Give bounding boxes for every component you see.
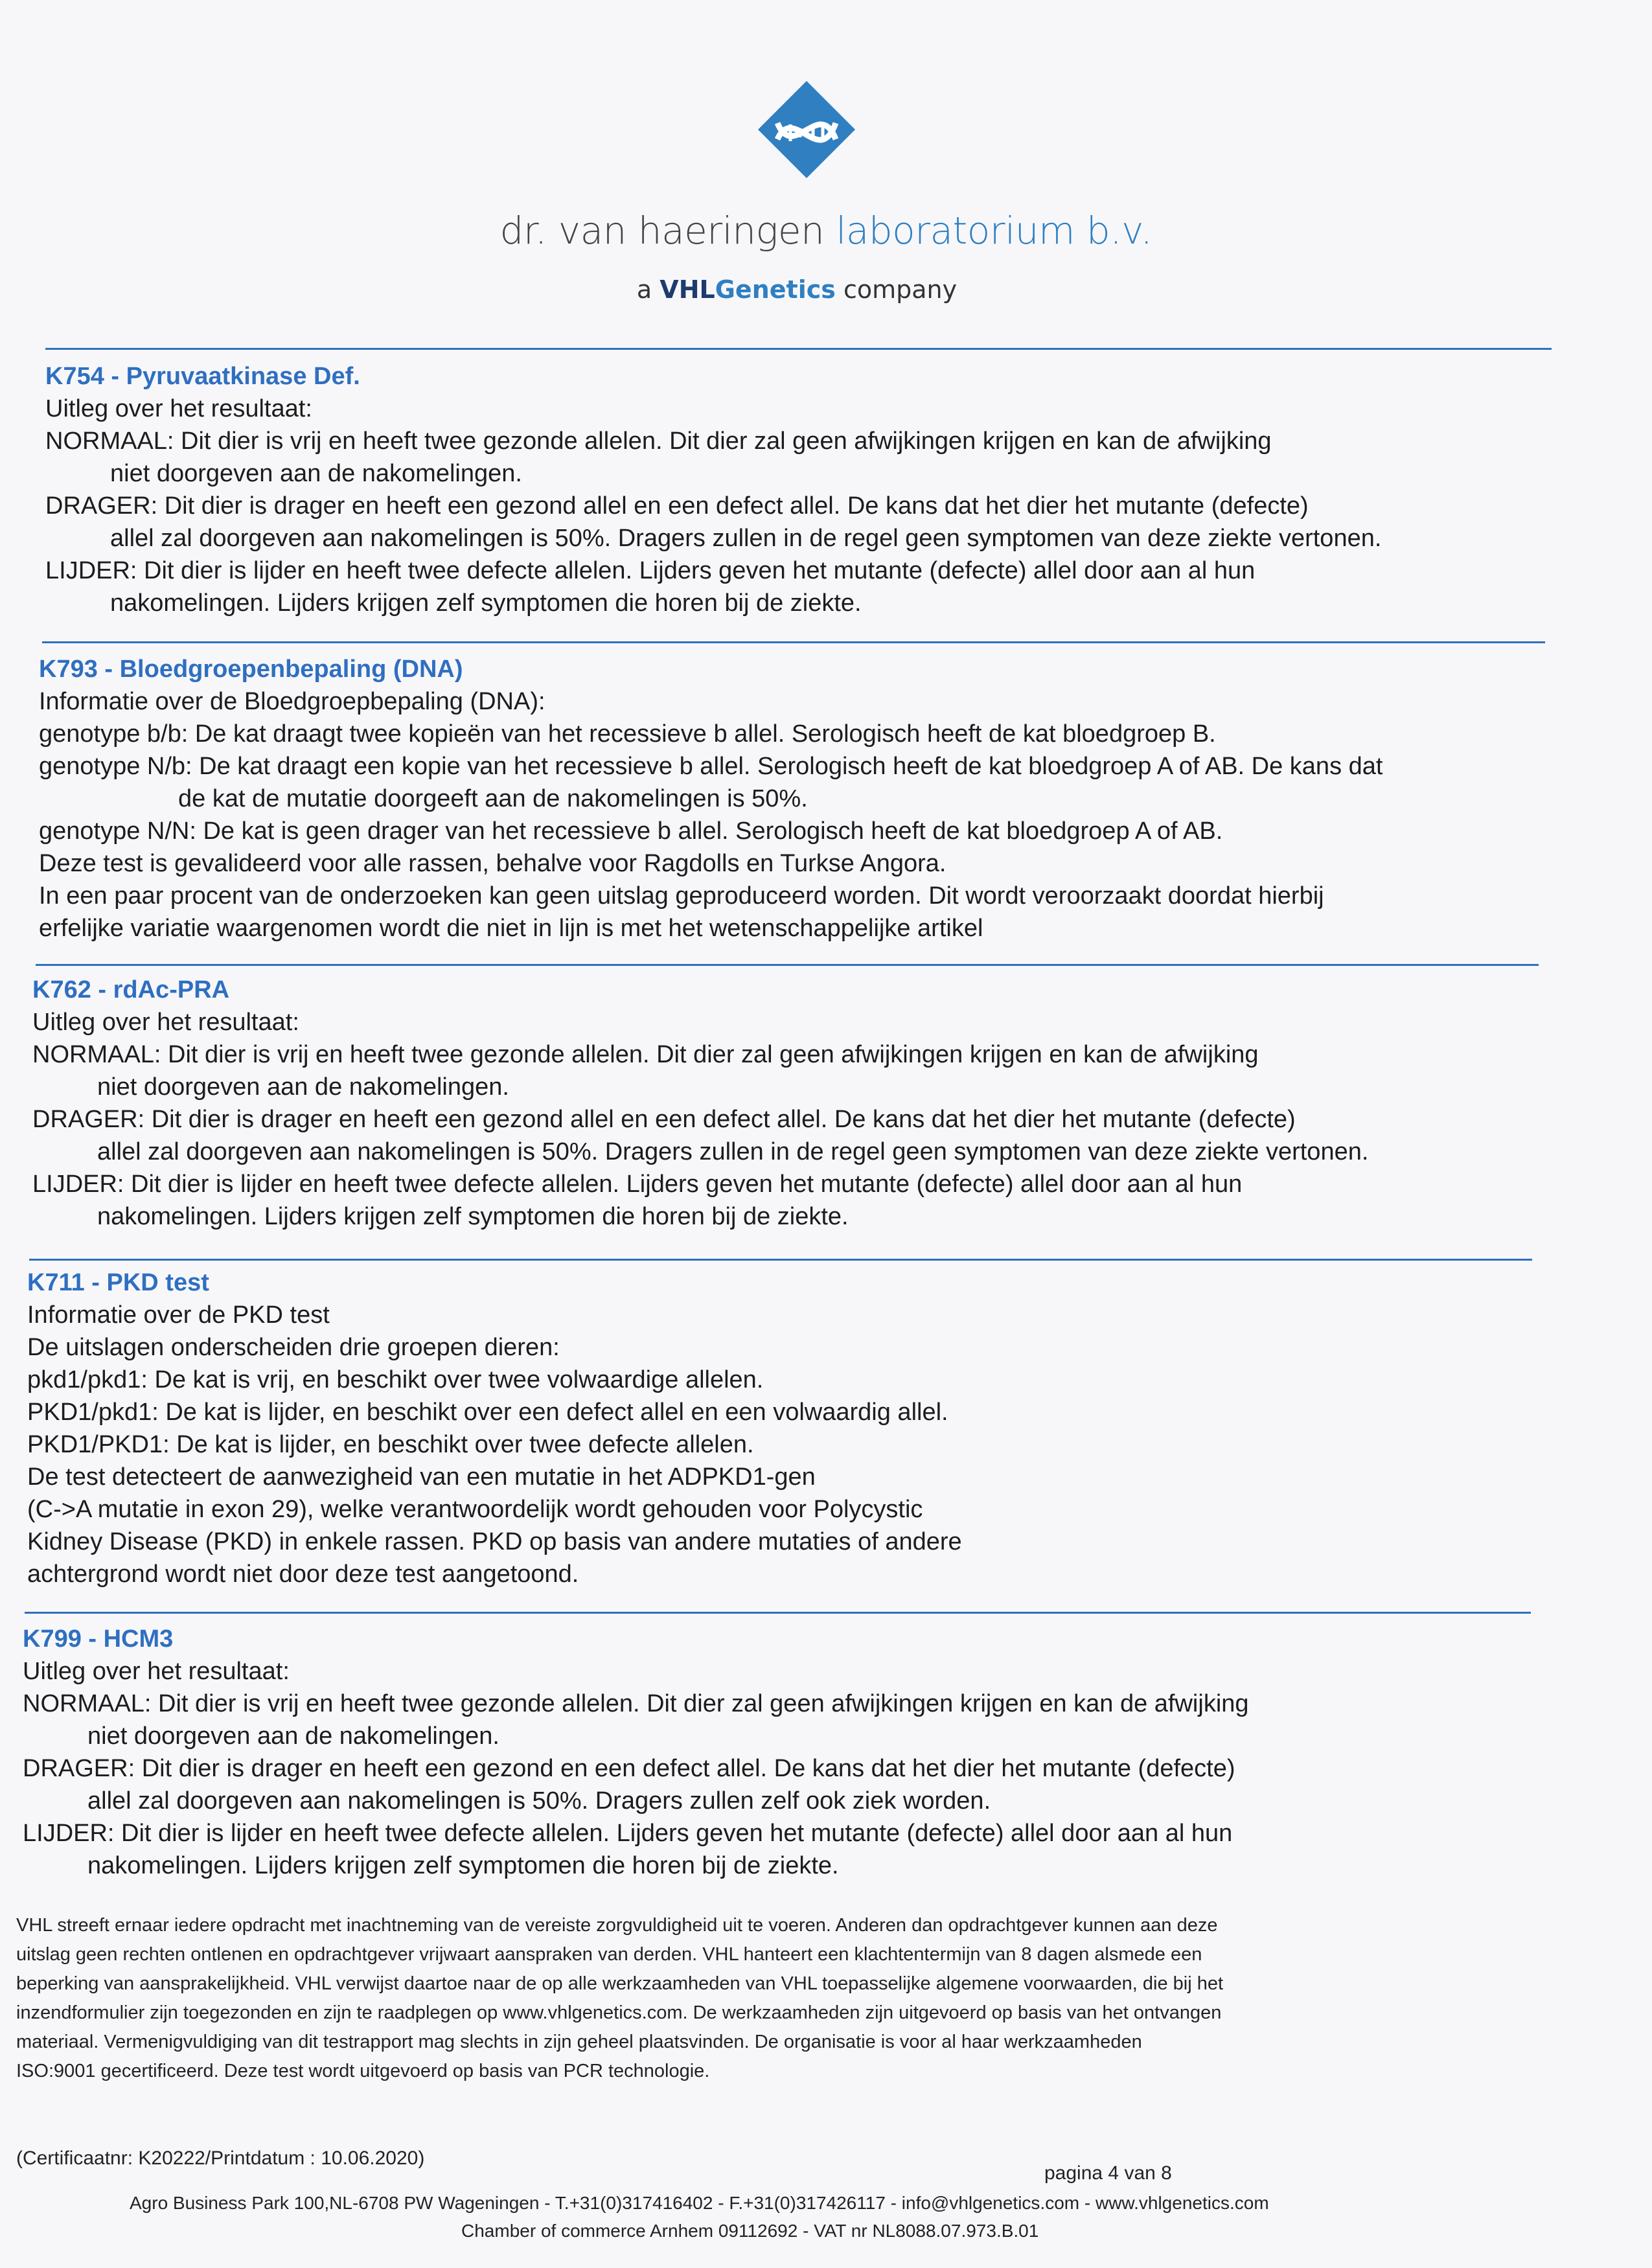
address-line: Agro Business Park 100,NL-6708 PW Wageningen - T.+31(0)317416402 - F.+31(0)317426117 - info@vhlgenetics.com - www.vhlgenetics.com bbox=[130, 2193, 1269, 2213]
disclaimer-line: inzendformulier zijn toegezonden en zijn te raadplegen op www.vhlgenetics.com. De werkzaamheden zijn uitgevoerd op basis van het ontvangen bbox=[16, 2002, 1222, 2023]
section-line: Deze test is gevalideerd voor alle rassen, behalve voor Ragdolls en Turkse Angora. bbox=[39, 850, 946, 877]
section-lines bbox=[27, 1299, 1614, 1590]
section-line: DRAGER: Dit dier is drager en heeft een gezond allel en een defect allel. De kans dat het dier het mutante (defecte) bbox=[32, 1106, 1296, 1133]
tagline-company: company bbox=[835, 275, 958, 304]
section-line: LIJDER: Dit dier is lijder en heeft twee defecte allelen. Lijders geven het mutante (defecte) allel door aan al hun bbox=[32, 1171, 1243, 1198]
section-line: genotype N/N: De kat is geen drager van het recessieve b allel. Serologisch heeft de kat bloedgroep A of AB. bbox=[39, 818, 1223, 845]
section-divider bbox=[25, 1612, 1531, 1614]
disclaimer-line: ISO:9001 gecertificeerd. Deze test wordt uitgevoerd op basis van PCR technologie. bbox=[16, 2061, 710, 2081]
section-line: NORMAAL: Dit dier is vrij en heeft twee gezonde allelen. Dit dier zal geen afwijkingen krijgen en kan de afwijking bbox=[23, 1690, 1249, 1717]
test-section bbox=[39, 653, 1626, 945]
section-line: nakomelingen. Lijders krijgen zelf symptomen die horen bij de ziekte. bbox=[97, 1203, 849, 1230]
test-section bbox=[23, 1623, 1610, 1882]
section-line: allel zal doorgeven aan nakomelingen is 50%. Dragers zullen in de regel geen symptomen van deze ziekte vertonen. bbox=[97, 1138, 1369, 1165]
section-lines bbox=[39, 685, 1626, 945]
section-title: K762 - rdAc-PRA bbox=[32, 976, 230, 1003]
section-line: Uitleg over het resultaat: bbox=[23, 1658, 290, 1685]
company-name-dark: dr. van haeringen bbox=[499, 209, 836, 253]
section-line: PKD1/pkd1: De kat is lijder, en beschikt over een defect allel en een volwaardig allel. bbox=[27, 1399, 948, 1426]
section-line: allel zal doorgeven aan nakomelingen is 50%. Dragers zullen in de regel geen symptomen van deze ziekte vertonen. bbox=[110, 525, 1382, 552]
company-name bbox=[0, 209, 1652, 253]
section-line: nakomelingen. Lijders krijgen zelf symptomen die horen bij de ziekte. bbox=[87, 1852, 839, 1879]
section-divider bbox=[29, 1259, 1532, 1261]
section-line: erfelijke variatie waargenomen wordt die niet in lijn is met het wetenschappelijke artikel bbox=[39, 915, 983, 942]
section-lines bbox=[32, 1006, 1620, 1233]
section-line: de kat de mutatie doorgeeft aan de nakomelingen is 50%. bbox=[178, 785, 808, 812]
section-line: NORMAAL: Dit dier is vrij en heeft twee gezonde allelen. Dit dier zal geen afwijkingen krijgen en kan de afwijking bbox=[45, 428, 1272, 455]
section-line: DRAGER: Dit dier is drager en heeft een gezond en een defect allel. De kans dat het dier het mutante (defecte) bbox=[23, 1755, 1235, 1782]
section-title: K711 - PKD test bbox=[27, 1269, 209, 1296]
section-line: LIJDER: Dit dier is lijder en heeft twee defecte allelen. Lijders geven het mutante (defecte) allel door aan al hun bbox=[45, 557, 1256, 584]
section-line: pkd1/pkd1: De kat is vrij, en beschikt over twee volwaardige allelen. bbox=[27, 1366, 764, 1393]
company-tagline bbox=[0, 275, 1594, 304]
disclaimer-line: materiaal. Vermenigvuldiging van dit testrapport mag slechts in zijn geheel plaatsvinden. De organisatie is voor al haar werkzaamheden bbox=[16, 2032, 1142, 2052]
section-line: Informatie over de PKD test bbox=[27, 1301, 330, 1329]
chamber-line: Chamber of commerce Arnhem 09112692 - VAT nr NL8088.07.973.B.01 bbox=[461, 2221, 1039, 2241]
section-line: Uitleg over het resultaat: bbox=[32, 1009, 299, 1036]
section-line: genotype N/b: De kat draagt een kopie van het recessieve b allel. Serologisch heeft de kat bloedgroep A of AB. De kans dat bbox=[39, 753, 1383, 780]
section-line: (C->A mutatie in exon 29), welke verantwoordelijk wordt gehouden voor Polycystic bbox=[27, 1496, 923, 1523]
test-section bbox=[32, 974, 1620, 1233]
section-line: Uitleg over het resultaat: bbox=[45, 395, 312, 422]
page-number: pagina 4 van 8 bbox=[1044, 2162, 1172, 2184]
section-lines bbox=[23, 1655, 1610, 1882]
section-line: genotype b/b: De kat draagt twee kopieën van het recessieve b allel. Serologisch heeft de kat bloedgroep B. bbox=[39, 720, 1216, 748]
section-title: K799 - HCM3 bbox=[23, 1625, 174, 1653]
disclaimer-line: VHL streeft ernaar iedere opdracht met inachtneming van de vereiste zorgvuldigheid uit te voeren. Anderen dan opdrachtgever kunnen aan deze bbox=[16, 1915, 1218, 1936]
section-title: K793 - Bloedgroepenbepaling (DNA) bbox=[39, 656, 463, 683]
section-line: De uitslagen onderscheiden drie groepen dieren: bbox=[27, 1334, 560, 1361]
section-line: allel zal doorgeven aan nakomelingen is 50%. Dragers zullen zelf ook ziek worden. bbox=[87, 1787, 991, 1815]
section-line: Informatie over de Bloedgroepbepaling (DNA): bbox=[39, 688, 545, 715]
certificate-number: (Certificaatnr: K20222/Printdatum : 10.06.2020) bbox=[16, 2148, 425, 2169]
section-line: niet doorgeven aan de nakomelingen. bbox=[110, 460, 522, 487]
disclaimer bbox=[16, 1911, 1506, 2086]
disclaimer-line: uitslag geen rechten ontlenen en opdrachtgever vrijwaart aanspraken van derden. VHL hanteert een klachtentermijn van 8 dagen alsmede een bbox=[16, 1944, 1202, 1965]
tagline-prefix: a bbox=[636, 275, 660, 304]
disclaimer-line: beperking van aansprakelijkheid. VHL verwijst daartoe naar de op alle werkzaamheden van VHL toepasselijke algemene voorwaarden, die bij het bbox=[16, 1973, 1224, 1994]
company-name-blue: laboratorium b.v. bbox=[836, 209, 1153, 253]
section-line: niet doorgeven aan de nakomelingen. bbox=[87, 1723, 499, 1750]
header-divider bbox=[45, 348, 1552, 350]
section-line: niet doorgeven aan de nakomelingen. bbox=[97, 1073, 509, 1101]
section-line: NORMAAL: Dit dier is vrij en heeft twee gezonde allelen. Dit dier zal geen afwijkingen krijgen en kan de afwijking bbox=[32, 1041, 1259, 1068]
section-line: PKD1/PKD1: De kat is lijder, en beschikt over twee defecte allelen. bbox=[27, 1431, 754, 1458]
section-line: In een paar procent van de onderzoeken kan geen uitslag geproduceerd worden. Dit wordt veroorzaakt doordat hierbij bbox=[39, 882, 1324, 910]
section-title: K754 - Pyruvaatkinase Def. bbox=[45, 363, 360, 390]
section-line: achtergrond wordt niet door deze test aangetoond. bbox=[27, 1561, 579, 1588]
test-section bbox=[45, 360, 1633, 619]
test-section bbox=[27, 1266, 1614, 1590]
section-line: Kidney Disease (PKD) in enkele rassen. PKD op basis van andere mutaties of andere bbox=[27, 1528, 962, 1555]
tagline-genetics: Genetics bbox=[715, 275, 836, 304]
section-lines bbox=[45, 393, 1633, 619]
section-divider bbox=[36, 964, 1539, 966]
section-divider bbox=[42, 641, 1545, 643]
section-line: De test detecteert de aanwezigheid van een mutatie in het ADPKD1-gen bbox=[27, 1463, 816, 1491]
section-line: nakomelingen. Lijders krijgen zelf symptomen die horen bij de ziekte. bbox=[110, 590, 862, 617]
tagline-vhl: VHL bbox=[660, 275, 715, 304]
dna-logo-icon bbox=[755, 78, 858, 194]
section-line: LIJDER: Dit dier is lijder en heeft twee defecte allelen. Lijders geven het mutante (defecte) allel door aan al hun bbox=[23, 1820, 1233, 1847]
section-line: DRAGER: Dit dier is drager en heeft een gezond allel en een defect allel. De kans dat het dier het mutante (defecte) bbox=[45, 492, 1309, 520]
